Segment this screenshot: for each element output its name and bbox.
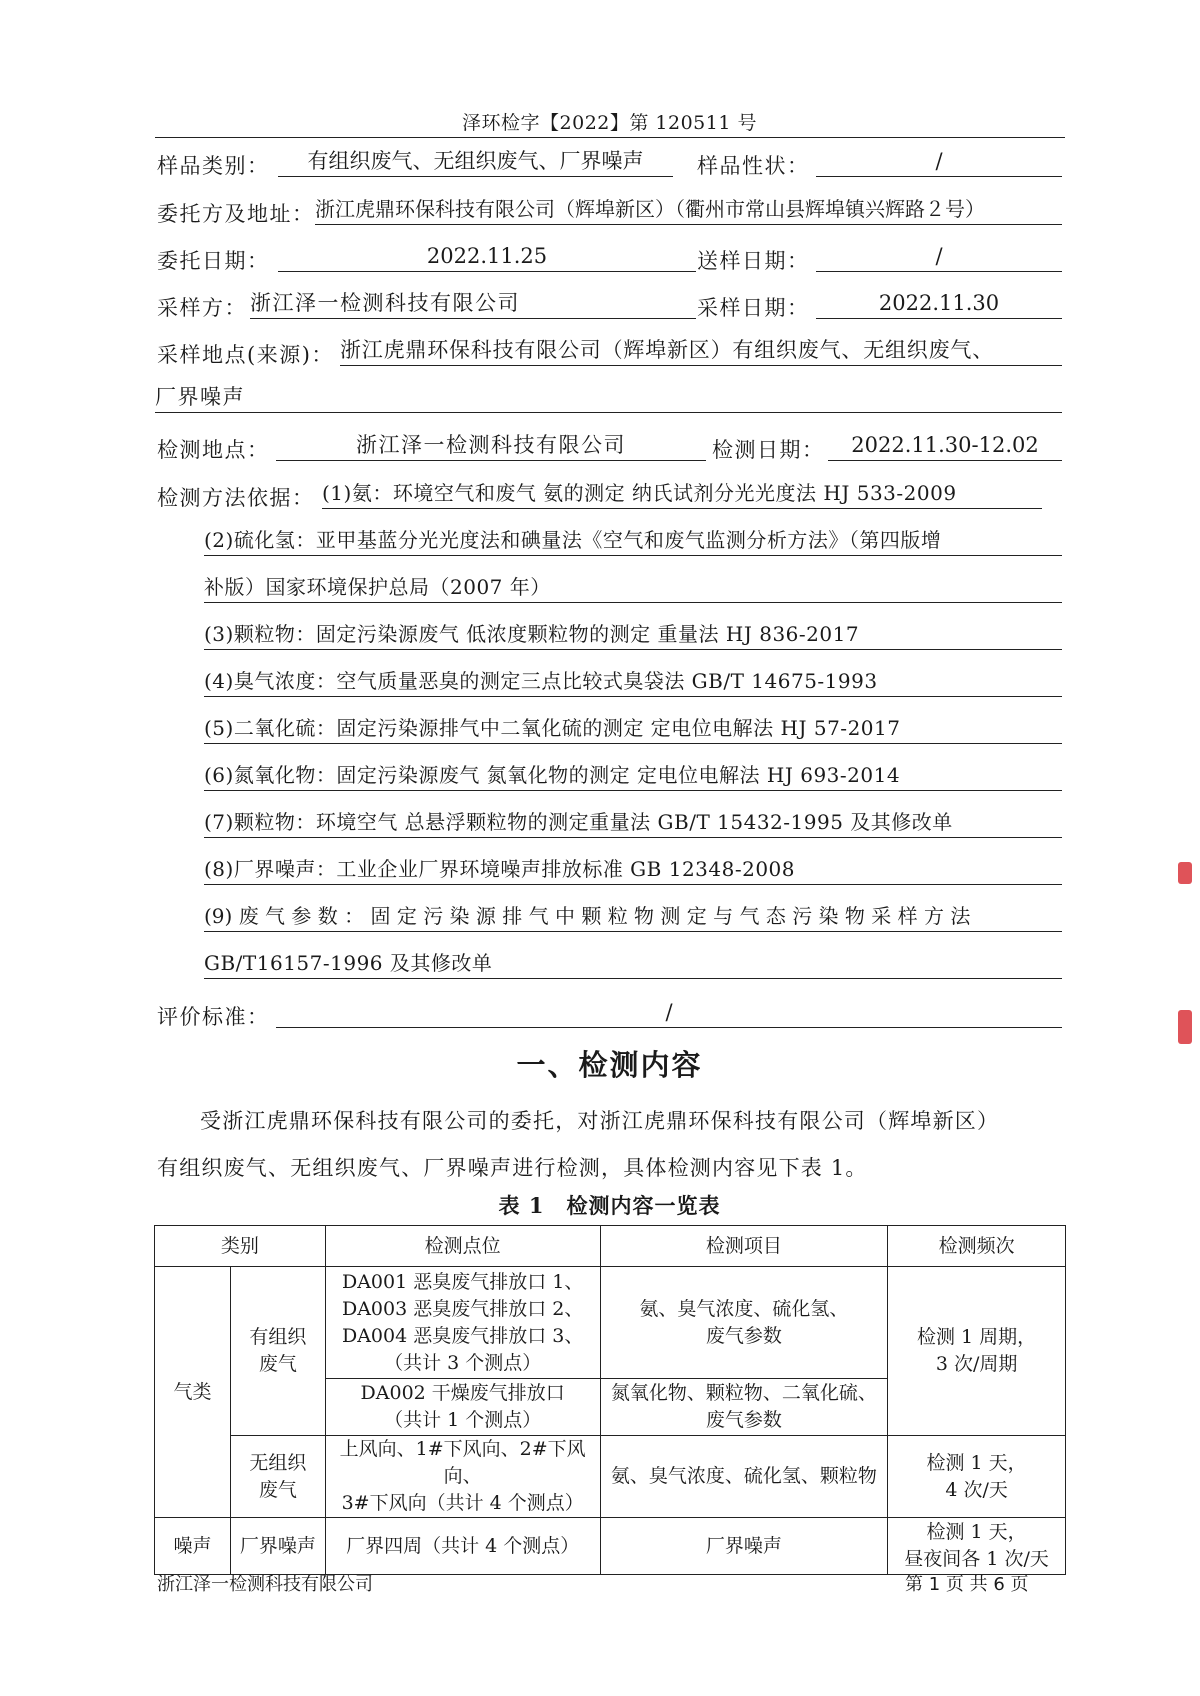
- header-point: 检测点位: [325, 1226, 600, 1267]
- header-rule: [155, 137, 1065, 138]
- standard-value: /: [276, 997, 1062, 1028]
- footer-page-number: 第 1 页 共 6 页: [905, 1574, 1029, 1595]
- seal-fragment-top: [1178, 862, 1192, 884]
- cell-org-points-1: DA001 恶臭废气排放口 1、 DA003 恶臭废气排放口 2、 DA004 恶臭废气排放口 3、 （共计 3 个测点）: [325, 1267, 600, 1379]
- cell-unorganized: 无组织 废气: [230, 1436, 325, 1518]
- sample-category-label: 样品类别：: [157, 154, 270, 178]
- section-title: 一、检测内容: [516, 1048, 703, 1082]
- cell-unorg-freq: 检测 1 天， 4 次/天: [888, 1436, 1066, 1518]
- sample-category-value: 有组织废气、无组织废气、厂界噪声: [278, 146, 673, 177]
- method-line-5: (4)臭气浓度：空气质量恶臭的测定三点比较式臭袋法 GB/T 14675-1993: [204, 666, 1062, 697]
- sample-state-label: 样品性状：: [697, 154, 810, 178]
- method-line-2: (2)硫化氢：亚甲基蓝分光光度法和碘量法《空气和废气监测分析方法》（第四版增: [204, 525, 1062, 556]
- cell-organized: 有组织 废气: [230, 1267, 325, 1436]
- method-line-10: (9) 废 气 参 数 ： 固 定 污 染 源 排 气 中 颗 粒 物 测 定 与 气 态 污 染 物 采 样 方 法: [204, 901, 1062, 932]
- table-row: [155, 1267, 1066, 1379]
- sampling-site-value-line1: 浙江虎鼎环保科技有限公司（辉埠新区）有组织废气、无组织废气、: [340, 335, 1062, 366]
- client-label: 委托方及地址：: [157, 202, 315, 226]
- footer-company: 浙江泽一检测科技有限公司: [157, 1574, 373, 1595]
- cell-unorg-points: 上风向、1#下风向、2#下风向、 3#下风向（共计 4 个测点）: [325, 1436, 600, 1518]
- table-header-row: [155, 1226, 1066, 1267]
- cell-gas: 气类: [155, 1267, 231, 1518]
- cell-noise: 噪声: [155, 1518, 231, 1575]
- method-line-4: (3)颗粒物：固定污染源废气 低浓度颗粒物的测定 重量法 HJ 836-2017: [204, 619, 1062, 650]
- cell-org-items-2: 氮氧化物、颗粒物、二氧化硫、 废气参数: [600, 1379, 888, 1436]
- table-title: 表 1 检测内容一览表: [498, 1193, 721, 1218]
- method-line-1: (1)氨：环境空气和废气 氨的测定 纳氏试剂分光光度法 HJ 533-2009: [322, 478, 1042, 509]
- table-row: [155, 1518, 1066, 1575]
- table-row: [155, 1436, 1066, 1518]
- header-category: 类别: [155, 1226, 326, 1267]
- test-site-label: 检测地点：: [157, 438, 270, 462]
- seal-fragment-bottom: [1178, 1010, 1192, 1044]
- header-item: 检测项目: [600, 1226, 888, 1267]
- header-freq: 检测频次: [888, 1226, 1066, 1267]
- intro-paragraph-line2: 有组织废气、无组织废气、厂界噪声进行检测，具体检测内容见下表 1。: [157, 1156, 868, 1180]
- commission-date-value: 2022.11.25: [278, 241, 696, 272]
- cell-org-points-2: DA002 干燥废气排放口 （共计 1 个测点）: [325, 1379, 600, 1436]
- method-line-9: (8)厂界噪声：工业企业厂界环境噪声排放标准 GB 12348-2008: [204, 854, 1062, 885]
- standard-label: 评价标准：: [157, 1005, 270, 1029]
- sampler-label: 采样方：: [157, 296, 247, 320]
- sampling-date-label: 采样日期：: [697, 296, 810, 320]
- cell-noise-freq: 检测 1 天， 昼夜间各 1 次/天: [888, 1518, 1066, 1575]
- cell-noise-items: 厂界噪声: [600, 1518, 888, 1575]
- commission-date-label: 委托日期：: [157, 249, 270, 273]
- cell-org-freq: 检测 1 周期， 3 次/周期: [888, 1267, 1066, 1436]
- delivery-date-value: /: [816, 241, 1062, 272]
- method-line-11: GB/T16157-1996 及其修改单: [204, 948, 1062, 979]
- test-date-value: 2022.11.30-12.02: [828, 430, 1062, 461]
- method-line-7: (6)氮氧化物：固定污染源废气 氮氧化物的测定 定电位电解法 HJ 693-2014: [204, 760, 1062, 791]
- test-date-label: 检测日期：: [712, 438, 825, 462]
- cell-noise-points: 厂界四周（共计 4 个测点）: [325, 1518, 600, 1575]
- method-line-6: (5)二氧化硫：固定污染源排气中二氧化硫的测定 定电位电解法 HJ 57-2017: [204, 713, 1062, 744]
- method-line-3: 补版）国家环境保护总局（2007 年）: [204, 572, 1062, 603]
- method-label: 检测方法依据：: [157, 486, 315, 510]
- sampling-date-value: 2022.11.30: [816, 288, 1062, 319]
- sampling-site-value-line2: 厂界噪声: [155, 382, 1062, 413]
- delivery-date-label: 送样日期：: [697, 249, 810, 273]
- sample-state-value: /: [816, 146, 1062, 177]
- intro-paragraph-line1: 受浙江虎鼎环保科技有限公司的委托，对浙江虎鼎环保科技有限公司（辉埠新区）: [200, 1109, 1000, 1133]
- sampler-value: 浙江泽一检测科技有限公司: [250, 288, 696, 319]
- method-line-8: (7)颗粒物：环境空气 总悬浮颗粒物的测定重量法 GB/T 15432-1995 及其修改单: [204, 807, 1062, 838]
- cell-org-items-1: 氨、臭气浓度、硫化氢、 废气参数: [600, 1267, 888, 1379]
- report-number: 泽环检字【2022】第 120511 号: [462, 112, 757, 134]
- sampling-site-label: 采样地点(来源)：: [157, 343, 334, 367]
- test-site-value: 浙江泽一检测科技有限公司: [276, 430, 706, 461]
- cell-unorg-items: 氨、臭气浓度、硫化氢、颗粒物: [600, 1436, 888, 1518]
- client-value: 浙江虎鼎环保科技有限公司（辉埠新区）（衢州市常山县辉埠镇兴辉路２号）: [315, 194, 1062, 225]
- detection-content-table: [154, 1225, 1066, 1575]
- cell-noise-sub: 厂界噪声: [230, 1518, 325, 1575]
